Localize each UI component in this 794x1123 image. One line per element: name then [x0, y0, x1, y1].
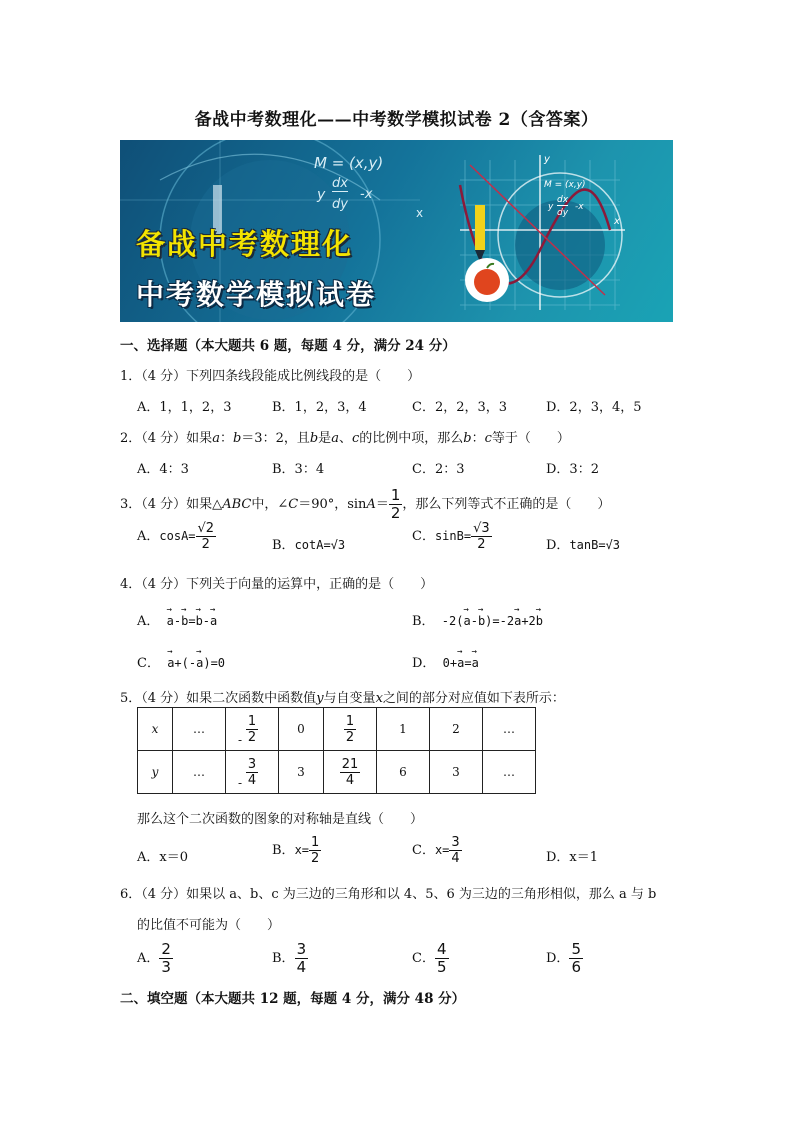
question-3	[120, 488, 610, 521]
table-cell: …	[173, 751, 226, 794]
table-cell	[226, 708, 279, 751]
q3-d-expr: tanB=√3	[569, 538, 621, 552]
q2-colon-2: ：	[471, 431, 485, 446]
q5-c-expr: x=	[434, 843, 450, 857]
banner-formula-y: y	[317, 187, 326, 203]
table-cell: 3	[279, 751, 324, 794]
y-frac-21-quarters: $\frac{21}{4}$	[341, 756, 359, 788]
table-cell: 1	[377, 708, 430, 751]
table-cell: 3	[430, 751, 483, 794]
q6-a-num: 2	[161, 940, 171, 958]
table-row-x	[138, 708, 536, 751]
banner-heading-2: 中考数学模拟试卷	[136, 278, 377, 311]
q6-b-den: 4	[296, 958, 307, 976]
q6-d-fraction	[569, 942, 583, 975]
q6-d-num: 5	[571, 940, 581, 958]
question-2	[120, 427, 570, 446]
q3-a-den: 2	[201, 537, 210, 552]
q6-b-prefix: B．	[272, 951, 295, 966]
q3-option-d	[546, 534, 620, 553]
q5-text-1: 5．（4 分）如果二次函数中函数值	[120, 691, 317, 706]
q5-c-num: 3	[451, 835, 460, 850]
banner-axis-x: x	[614, 216, 620, 227]
banner-formula-x: -x	[360, 187, 373, 202]
table-cell	[324, 751, 377, 794]
q5-option-a: A．x＝0	[137, 850, 188, 865]
question-6-line-2: 的比值不可能为（ ）	[137, 918, 281, 933]
q6-option-a	[137, 942, 173, 975]
banner-axis-y: y	[544, 154, 550, 165]
q5-after: 那么这个二次函数的图象的对称轴是直线（ ）	[137, 812, 424, 827]
q4-option-b: B． -2(→ a-→ b)=-2→ a+2→ b	[412, 610, 543, 629]
table-row-y	[138, 751, 536, 794]
q6-b-num: 3	[296, 940, 307, 958]
q3-var-c: C	[288, 497, 299, 512]
banner-mini-formula-m: M = (x,y)	[544, 180, 586, 190]
q3-a-expr: cosA=	[159, 529, 196, 543]
table-cell	[324, 708, 377, 751]
x-frac-half: $\frac{1}{2}$	[345, 713, 355, 745]
section-heading-2: 二、填空题（本大题共 12 题，每题 4 分，满分 48 分）	[120, 991, 466, 1007]
q5-var-y: y	[316, 691, 324, 706]
q5-b-den: 2	[311, 851, 320, 866]
q5-c-prefix: C．	[412, 843, 435, 858]
table-cell	[226, 751, 279, 794]
q3-b-expr: cotA=√3	[294, 538, 346, 552]
q4-d-prefix: D．	[412, 656, 436, 671]
q2-var-a-2: a	[331, 431, 339, 446]
q5-b-expr: x=	[294, 843, 310, 857]
table-cell: 6	[377, 751, 430, 794]
banner-formula-m: M = (x,y)	[314, 154, 384, 172]
q3-option-c	[412, 522, 492, 551]
table-cell: 0	[279, 708, 324, 751]
q2-option-a: A．4：3	[137, 462, 189, 477]
banner-image	[120, 140, 673, 322]
q2-var-a: a	[212, 431, 220, 446]
q3-option-a	[137, 522, 216, 551]
q5-b-fraction	[309, 836, 321, 865]
banner-formula-dy: dy	[332, 197, 348, 212]
q2-var-b-2: b	[309, 431, 319, 446]
q1-option-c: C．2，2，3，3	[412, 400, 508, 415]
q6-option-d	[546, 942, 583, 975]
row-label-y: y	[151, 765, 159, 779]
q1-option-d: D．2，3，4，5	[546, 400, 642, 415]
q4-option-a: A． → a-→ b=→ b-→ a	[137, 610, 217, 629]
table-cell	[138, 708, 173, 751]
q3-c-prefix: C．	[412, 529, 435, 544]
q2-text-3: 是	[318, 431, 332, 446]
q1-option-b: B．1，2，3，4	[272, 400, 367, 415]
q6-a-den: 3	[161, 958, 171, 976]
q2-text-5: 的比例中项，那么	[359, 431, 464, 446]
q5-c-den: 4	[451, 851, 460, 866]
q3-c-num: √3	[473, 521, 490, 536]
banner-mini-formula-y: y	[548, 202, 554, 212]
q2-var-c-2: c	[484, 431, 492, 446]
question-5	[120, 687, 565, 706]
minus-sign: -	[238, 733, 243, 747]
banner-mini-formula-x: -x	[575, 202, 584, 212]
banner-mini-formula-dy: dy	[557, 208, 569, 218]
q1-option-a: A．1，1，2，3	[137, 400, 232, 415]
q3-text-3: ＝90°，sin	[298, 497, 367, 512]
q4-a-prefix: A．	[137, 614, 160, 629]
q2-option-d: D．3：2	[546, 462, 599, 477]
q5-option-b	[272, 836, 321, 865]
q5-var-x: x	[375, 691, 383, 706]
question-4: 4．（4 分）下列关于向量的运算中，正确的是（ ）	[120, 577, 434, 592]
q3-text-2: 中，∠	[251, 497, 289, 512]
q4-option-c: C． → a+(-→ a)=0	[137, 652, 225, 671]
q6-a-fraction	[159, 942, 173, 975]
value-table	[137, 707, 536, 794]
q2-option-c: C．2：3	[412, 462, 465, 477]
table-cell: …	[483, 751, 536, 794]
q4-option-d: D． 0+→ a=→ a	[412, 652, 479, 671]
q3-text-4: ＝	[375, 497, 389, 512]
q5-option-c	[412, 836, 462, 865]
q5-c-fraction	[449, 836, 461, 865]
q2-text-4: 、	[338, 431, 352, 446]
table-cell: …	[483, 708, 536, 751]
q6-c-den: 5	[436, 958, 447, 976]
q2-var-b: b	[232, 431, 242, 446]
minus-sign: -	[238, 776, 243, 790]
q6-option-b	[272, 942, 308, 975]
q2-text-6: 等于（ ）	[491, 431, 570, 446]
q6-a-prefix: A．	[137, 951, 160, 966]
q3-b-prefix: B．	[272, 538, 295, 553]
q6-c-num: 4	[436, 940, 447, 958]
q3-a-num: √2	[197, 521, 215, 536]
q3-frac-num: 1	[390, 486, 401, 504]
table-cell: …	[173, 708, 226, 751]
q3-c-expr: sinB=	[434, 529, 472, 543]
q6-b-fraction	[295, 942, 309, 975]
q5-b-num: 1	[311, 835, 320, 850]
banner-x-mark: x	[416, 206, 424, 220]
q2-option-b: B．3：4	[272, 462, 325, 477]
q2-colon-1: ：	[219, 431, 233, 446]
banner-heading-1: 备战中考数理化	[136, 227, 354, 261]
q5-b-prefix: B．	[272, 843, 295, 858]
x-frac-neg-half: $\frac{1}{2}$	[247, 713, 257, 745]
q3-var-a: A	[366, 497, 376, 512]
q3-text-1: 3．（4 分）如果△	[120, 497, 223, 512]
q3-c-fraction	[471, 522, 492, 551]
question-1: 1．（4 分）下列四条线段能成比例线段的是（ ）	[120, 369, 421, 384]
q2-var-c: c	[351, 431, 360, 446]
q4-c-prefix: C．	[137, 656, 160, 671]
q5-text-2: 与自变量	[323, 691, 376, 706]
table-cell	[138, 751, 173, 794]
q3-a-fraction	[196, 522, 217, 551]
q5-text-3: 之间的部分对应值如下表所示：	[382, 691, 565, 706]
q5-option-d: D．x＝1	[546, 850, 599, 865]
question-6-line-1: 6．（4 分）如果以 a、b、c 为三边的三角形和以 4、5、6 为三边的三角形相似，那么 a 与 b	[120, 887, 657, 902]
q3-var-abc: ABC	[222, 497, 252, 512]
q3-d-prefix: D．	[546, 538, 570, 553]
q3-fraction	[389, 488, 403, 521]
q2-text-1: 2．（4 分）如果	[120, 431, 213, 446]
table-cell: 2	[430, 708, 483, 751]
banner-formula-dx: dx	[332, 176, 348, 191]
q6-option-c	[412, 942, 449, 975]
q3-a-prefix: A．	[137, 529, 160, 544]
page-title: 备战中考数理化——中考数学模拟试卷 2（含答案）	[194, 110, 599, 130]
section-heading-1: 一、选择题（本大题共 6 题，每题 4 分，满分 24 分）	[120, 338, 456, 354]
q6-d-den: 6	[571, 958, 581, 976]
y-frac-neg-three-quarters: $\frac{3}{4}$	[247, 756, 257, 788]
q2-text-2: ＝3：2，且	[241, 431, 310, 446]
row-label-x: x	[151, 722, 159, 736]
q3-text-5: ，那么下列等式不正确的是（ ）	[402, 497, 611, 512]
q2-var-b-3: b	[463, 431, 472, 446]
banner-mini-formula-dx: dx	[557, 195, 569, 205]
q3-c-den: 2	[477, 537, 486, 552]
q6-c-fraction	[435, 942, 449, 975]
q6-d-prefix: D．	[546, 951, 570, 966]
q4-b-prefix: B．	[412, 614, 435, 629]
q3-frac-den: 2	[390, 504, 401, 522]
q6-c-prefix: C．	[412, 951, 435, 966]
q3-option-b	[272, 534, 345, 553]
